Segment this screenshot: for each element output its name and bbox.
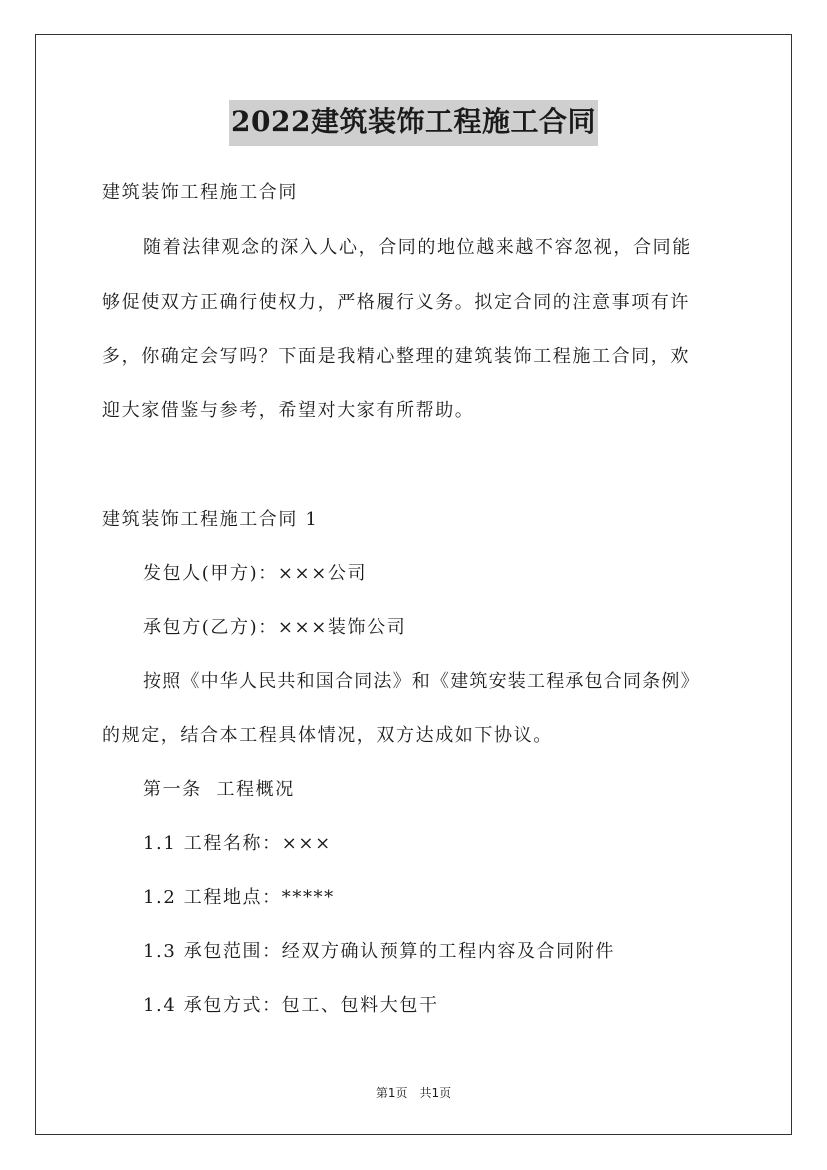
- section-title: 建筑装饰工程施工合同 1: [102, 509, 319, 530]
- total-pages: 共1页: [419, 1086, 452, 1100]
- intro-line-4: 迎大家借鉴与参考，希望对大家有所帮助。: [102, 400, 475, 421]
- intro-line-1: 随着法律观念的深入人心，合同的地位越来越不容忽视，合同能: [143, 237, 692, 258]
- item-1-3: 1.3 承包范围：经双方确认预算的工程内容及合同附件: [143, 941, 615, 962]
- page-number: 第1页: [375, 1086, 408, 1100]
- item-1-1: 1.1 工程名称：×××: [143, 833, 332, 854]
- party-b: 承包方(乙方)：×××装饰公司: [143, 617, 407, 638]
- intro-line-2: 够促使双方正确行使权力，严格履行义务。拟定合同的注意事项有许: [102, 292, 690, 313]
- item-1-2: 1.2 工程地点：*****: [143, 887, 335, 908]
- basis-line-2: 的规定，结合本工程具体情况，双方达成如下协议。: [102, 725, 553, 746]
- document-title: 2022建筑装饰工程施工合同: [229, 100, 598, 146]
- title-container: [0, 100, 827, 146]
- subtitle: 建筑装饰工程施工合同: [102, 182, 298, 203]
- item-1-4: 1.4 承包方式：包工、包料大包干: [143, 995, 439, 1016]
- party-a: 发包人(甲方)：×××公司: [143, 563, 368, 584]
- article-1-heading: 第一条 工程概况: [143, 779, 295, 800]
- intro-line-3: 多，你确定会写吗？下面是我精心整理的建筑装饰工程施工合同，欢: [102, 346, 690, 367]
- basis-line-1: 按照《中华人民共和国合同法》和《建筑安装工程承包合同条例》: [143, 671, 700, 692]
- page-footer: [0, 1084, 827, 1101]
